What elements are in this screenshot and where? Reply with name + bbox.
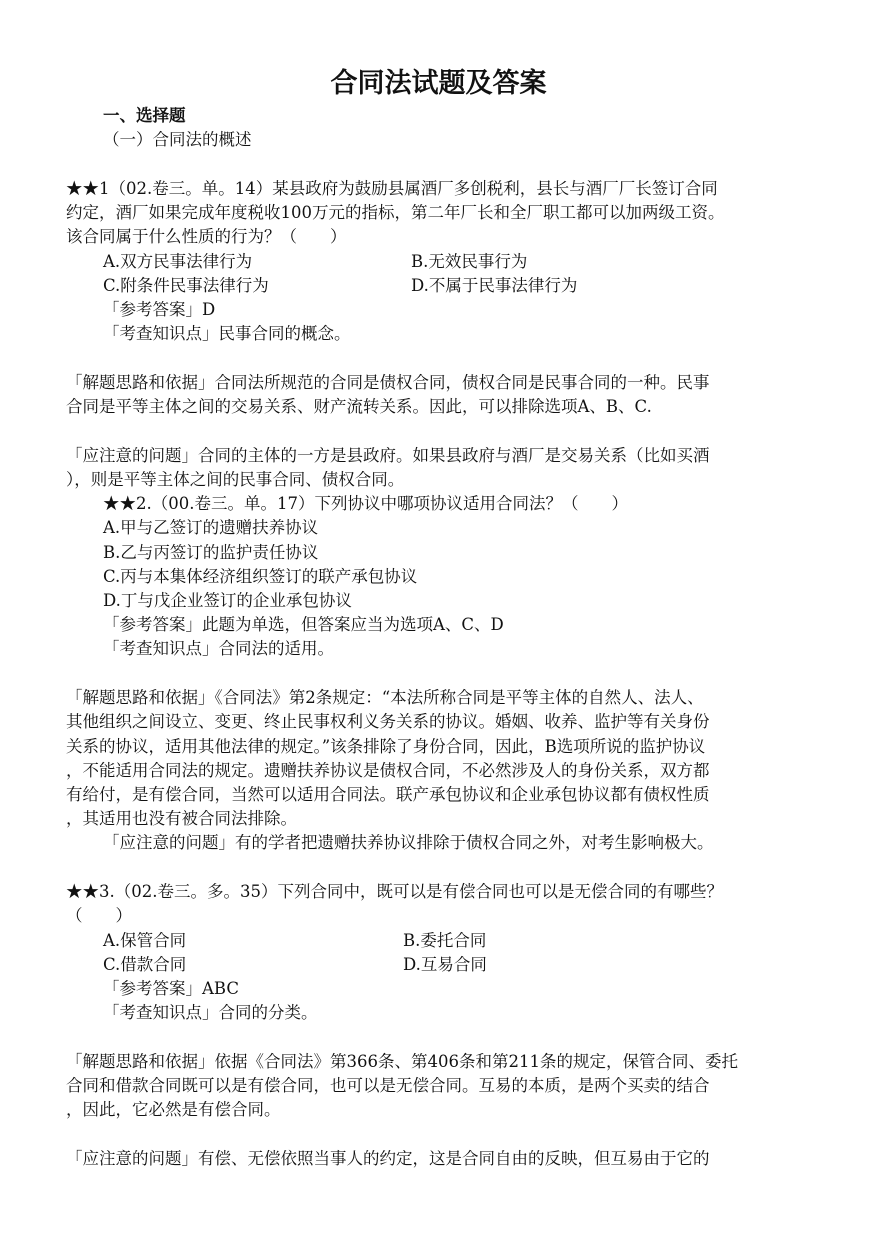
option-line: B.无效民事行为 — [411, 252, 528, 271]
text-line: 约定，酒厂如果完成年度税收100万元的指标，第二年厂长和全厂职工都可以加两级工资。 — [66, 203, 725, 222]
text-line: 「解题思路和依据」依据《合同法》第366条、第406条和第211条的规定，保管合同、委托 — [66, 1052, 738, 1071]
text-line: ★★2.（00.卷三。单。17）下列协议中哪项协议适用合同法？（ ） — [103, 494, 628, 513]
text-line: 该合同属于什么性质的行为？（ ） — [66, 227, 347, 246]
option-line: B.委托合同 — [403, 931, 487, 950]
text-line: 关系的协议，适用其他法律的规定。”该条排除了身份合同，因此，B选项所说的监护协议 — [66, 737, 706, 756]
option-line: A.双方民事法律行为 — [103, 252, 253, 271]
knowledge-line: 「考查知识点」民事合同的概念。 — [103, 324, 351, 343]
option-line: A.甲与乙签订的遗赠扶养协议 — [103, 518, 319, 537]
option-line: D.互易合同 — [403, 955, 487, 974]
option-line: C.附条件民事法律行为 — [103, 276, 269, 295]
text-line: 「应注意的问题」有的学者把遗赠扶养协议排除于债权合同之外，对考生影响极大。 — [103, 833, 714, 852]
option-line: D.不属于民事法律行为 — [411, 276, 578, 295]
text-line: ★★3.（02.卷三。多。35）下列合同中，既可以是有偿合同也可以是无偿合同的有哪些？ — [66, 882, 723, 901]
text-line: 合同和借款合同既可以是有偿合同，也可以是无偿合同。互易的本质，是两个买卖的结合 — [66, 1076, 710, 1095]
text-line: ★★1（02.卷三。单。14）某县政府为鼓励县属酒厂多创税利，县长与酒厂厂长签订合同 — [66, 179, 718, 198]
text-line: 合同是平等主体之间的交易关系、财产流转关系。因此，可以排除选项A、B、C. — [66, 397, 652, 416]
text-line: ，不能适用合同法的规定。遗赠扶养协议是债权合同，不必然涉及人的身份关系，双方都 — [66, 761, 710, 780]
answer-line: 「参考答案」D — [103, 300, 216, 319]
knowledge-line: 「考查知识点」合同的分类。 — [103, 1003, 318, 1022]
text-line: 其他组织之间设立、变更、终止民事权利义务关系的协议。婚姻、收养、监护等有关身份 — [66, 712, 710, 731]
document-title: 合同法试题及答案 — [330, 68, 547, 99]
knowledge-line: 「考查知识点」合同法的适用。 — [103, 639, 334, 658]
text-line: 「解题思路和依据」合同法所规范的合同是债权合同，债权合同是民事合同的一种。民事 — [66, 373, 710, 392]
option-line: C.丙与本集体经济组织签订的联产承包协议 — [103, 567, 418, 586]
text-line: 「应注意的问题」有偿、无偿依照当事人的约定，这是合同自由的反映，但互易由于它的 — [66, 1149, 710, 1168]
option-line: B.乙与丙签订的监护责任协议 — [103, 543, 319, 562]
text-line: 有给付，是有偿合同，当然可以适用合同法。联产承包协议和企业承包协议都有债权性质 — [66, 785, 710, 804]
option-line: D.丁与戊企业签订的企业承包协议 — [103, 591, 352, 610]
text-line: 「解题思路和依据」《合同法》第2条规定：“本法所称合同是平等主体的自然人、法人、 — [66, 688, 704, 707]
option-line: C.借款合同 — [103, 955, 187, 974]
section-heading: 一、选择题 — [103, 106, 186, 125]
text-line: 「应注意的问题」合同的主体的一方是县政府。如果县政府与酒厂是交易关系（比如买酒 — [66, 446, 710, 465]
option-line: A.保管合同 — [103, 931, 187, 950]
answer-line: 「参考答案」ABC — [103, 979, 239, 998]
text-line: （ ） — [66, 906, 132, 925]
answer-line: 「参考答案」此题为单选，但答案应当为选项A、C、D — [103, 615, 504, 634]
subsection-heading: （一）合同法的概述 — [103, 130, 252, 149]
text-line: ，因此，它必然是有偿合同。 — [66, 1100, 281, 1119]
text-line: ），则是平等主体之间的民事合同、债权合同。 — [66, 470, 405, 489]
text-line: ，其适用也没有被合同法排除。 — [66, 809, 297, 828]
